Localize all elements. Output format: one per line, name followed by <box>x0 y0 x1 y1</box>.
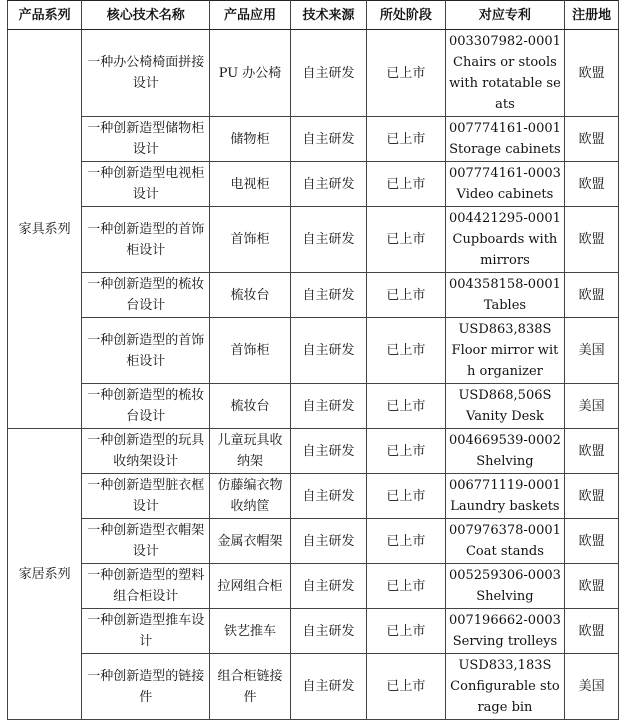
patent-cell <box>445 429 565 474</box>
tech-name-cell: 一种办公椅椅面拼接设计 <box>82 30 210 117</box>
region-cell: 欧盟 <box>565 207 619 273</box>
tech-name-cell: 一种创新造型的首饰柜设计 <box>82 207 210 273</box>
patent-title: Shelving <box>476 589 534 604</box>
patent-title: Tables <box>483 298 527 313</box>
patent-title: Laundry baskets <box>450 499 560 514</box>
table-row <box>8 609 619 654</box>
source-cell: 自主研发 <box>290 564 366 609</box>
header-row <box>8 1 619 30</box>
tech-name-cell: 一种创新造型的玩具收纳架设计 <box>82 429 210 474</box>
series-cell: 家具系列 <box>8 30 82 429</box>
tech-name-cell: 一种创新造型脏衣框设计 <box>82 474 210 519</box>
tech-name-cell: 一种创新造型的首饰柜设计 <box>82 318 210 384</box>
source-cell: 自主研发 <box>290 273 366 318</box>
stage-cell: 已上市 <box>367 609 445 654</box>
table-row <box>8 273 619 318</box>
stage-cell: 已上市 <box>367 429 445 474</box>
table-row <box>8 162 619 207</box>
header-patent: 对应专利 <box>445 1 565 30</box>
source-cell: 自主研发 <box>290 117 366 162</box>
region-cell: 欧盟 <box>565 519 619 564</box>
patent-cell <box>445 564 565 609</box>
region-cell: 欧盟 <box>565 162 619 207</box>
header-application: 产品应用 <box>210 1 291 30</box>
source-cell: 自主研发 <box>290 207 366 273</box>
patent-number: USD868,506S <box>458 388 552 403</box>
table-row <box>8 564 619 609</box>
patent-number: 004421295-0001 <box>448 211 561 226</box>
patent-number: 006771119-0001 <box>448 478 561 493</box>
table-row <box>8 117 619 162</box>
patent-cell <box>445 117 565 162</box>
stage-cell: 已上市 <box>367 519 445 564</box>
patent-number: 007976378-0001 <box>448 523 561 538</box>
table-body <box>8 30 619 720</box>
source-cell: 自主研发 <box>290 384 366 429</box>
patent-number: 007774161-0001 <box>448 121 561 136</box>
tech-name-cell: 一种创新造型的塑料组合柜设计 <box>82 564 210 609</box>
header-tech-name: 核心技术名称 <box>82 1 210 30</box>
application-cell: 电视柜 <box>210 162 291 207</box>
patent-table-container <box>7 0 619 720</box>
series-cell: 家居系列 <box>8 429 82 720</box>
application-cell: 首饰柜 <box>210 318 291 384</box>
application-cell: PU 办公椅 <box>210 30 291 117</box>
source-cell: 自主研发 <box>290 609 366 654</box>
region-cell: 欧盟 <box>565 117 619 162</box>
tech-name-cell: 一种创新造型的梳妆台设计 <box>82 384 210 429</box>
patent-title: Shelving <box>476 454 534 469</box>
source-cell: 自主研发 <box>290 519 366 564</box>
stage-cell: 已上市 <box>367 474 445 519</box>
patent-cell <box>445 384 565 429</box>
patent-table <box>7 0 619 720</box>
patent-title: Chairs or stools with rotatable seats <box>449 55 561 112</box>
stage-cell: 已上市 <box>367 318 445 384</box>
source-cell: 自主研发 <box>290 429 366 474</box>
table-row <box>8 207 619 273</box>
patent-number: 007774161-0003 <box>448 166 561 181</box>
patent-cell <box>445 519 565 564</box>
stage-cell: 已上市 <box>367 30 445 117</box>
region-cell: 美国 <box>565 654 619 720</box>
patent-number: 005259306-0003 <box>448 568 561 583</box>
region-cell: 欧盟 <box>565 273 619 318</box>
region-cell: 欧盟 <box>565 429 619 474</box>
application-cell: 组合柜链接件 <box>210 654 291 720</box>
application-cell: 儿童玩具收纳架 <box>210 429 291 474</box>
patent-number: 004669539-0002 <box>448 433 561 448</box>
application-cell: 仿藤编衣物收纳筐 <box>210 474 291 519</box>
header-series: 产品系列 <box>8 1 82 30</box>
patent-number: 004358158-0001 <box>448 277 561 292</box>
source-cell: 自主研发 <box>290 162 366 207</box>
stage-cell: 已上市 <box>367 564 445 609</box>
tech-name-cell: 一种创新造型储物柜设计 <box>82 117 210 162</box>
patent-title: Vanity Desk <box>466 409 544 424</box>
region-cell: 美国 <box>565 318 619 384</box>
stage-cell: 已上市 <box>367 207 445 273</box>
patent-cell <box>445 273 565 318</box>
patent-cell <box>445 30 565 117</box>
stage-cell: 已上市 <box>367 117 445 162</box>
patent-number: 003307982-0001 <box>448 34 561 49</box>
patent-title: Floor mirror with organizer <box>451 343 559 379</box>
table-row <box>8 318 619 384</box>
patent-cell <box>445 609 565 654</box>
header-source: 技术来源 <box>290 1 366 30</box>
region-cell: 欧盟 <box>565 474 619 519</box>
header-stage: 所处阶段 <box>367 1 445 30</box>
patent-title: Serving trolleys <box>452 634 558 649</box>
tech-name-cell: 一种创新造型衣帽架设计 <box>82 519 210 564</box>
region-cell: 欧盟 <box>565 30 619 117</box>
patent-number: 007196662-0003 <box>448 613 561 628</box>
stage-cell: 已上市 <box>367 654 445 720</box>
tech-name-cell: 一种创新造型的梳妆台设计 <box>82 273 210 318</box>
application-cell: 梳妆台 <box>210 384 291 429</box>
patent-title: Storage cabinets <box>449 142 561 157</box>
table-row <box>8 30 619 117</box>
patent-cell <box>445 474 565 519</box>
tech-name-cell: 一种创新造型电视柜设计 <box>82 162 210 207</box>
table-row <box>8 519 619 564</box>
stage-cell: 已上市 <box>367 384 445 429</box>
source-cell: 自主研发 <box>290 30 366 117</box>
source-cell: 自主研发 <box>290 474 366 519</box>
application-cell: 储物柜 <box>210 117 291 162</box>
source-cell: 自主研发 <box>290 654 366 720</box>
tech-name-cell: 一种创新造型推车设计 <box>82 609 210 654</box>
patent-number: USD833,183S <box>458 658 552 673</box>
patent-title: Cupboards with mirrors <box>452 232 558 268</box>
region-cell: 欧盟 <box>565 564 619 609</box>
patent-number: USD863,838S <box>458 322 552 337</box>
patent-cell <box>445 318 565 384</box>
stage-cell: 已上市 <box>367 162 445 207</box>
table-row <box>8 429 619 474</box>
application-cell: 铁艺推车 <box>210 609 291 654</box>
source-cell: 自主研发 <box>290 318 366 384</box>
application-cell: 金属衣帽架 <box>210 519 291 564</box>
patent-cell <box>445 207 565 273</box>
stage-cell: 已上市 <box>367 273 445 318</box>
patent-title: Configurable storage bin <box>450 679 560 715</box>
region-cell: 欧盟 <box>565 609 619 654</box>
header-region: 注册地 <box>565 1 619 30</box>
patent-title: Video cabinets <box>456 187 554 202</box>
region-cell: 美国 <box>565 384 619 429</box>
table-row <box>8 474 619 519</box>
tech-name-cell: 一种创新造型的链接件 <box>82 654 210 720</box>
patent-title: Coat stands <box>465 544 544 559</box>
application-cell: 拉网组合柜 <box>210 564 291 609</box>
application-cell: 梳妆台 <box>210 273 291 318</box>
application-cell: 首饰柜 <box>210 207 291 273</box>
patent-cell <box>445 162 565 207</box>
table-row <box>8 384 619 429</box>
